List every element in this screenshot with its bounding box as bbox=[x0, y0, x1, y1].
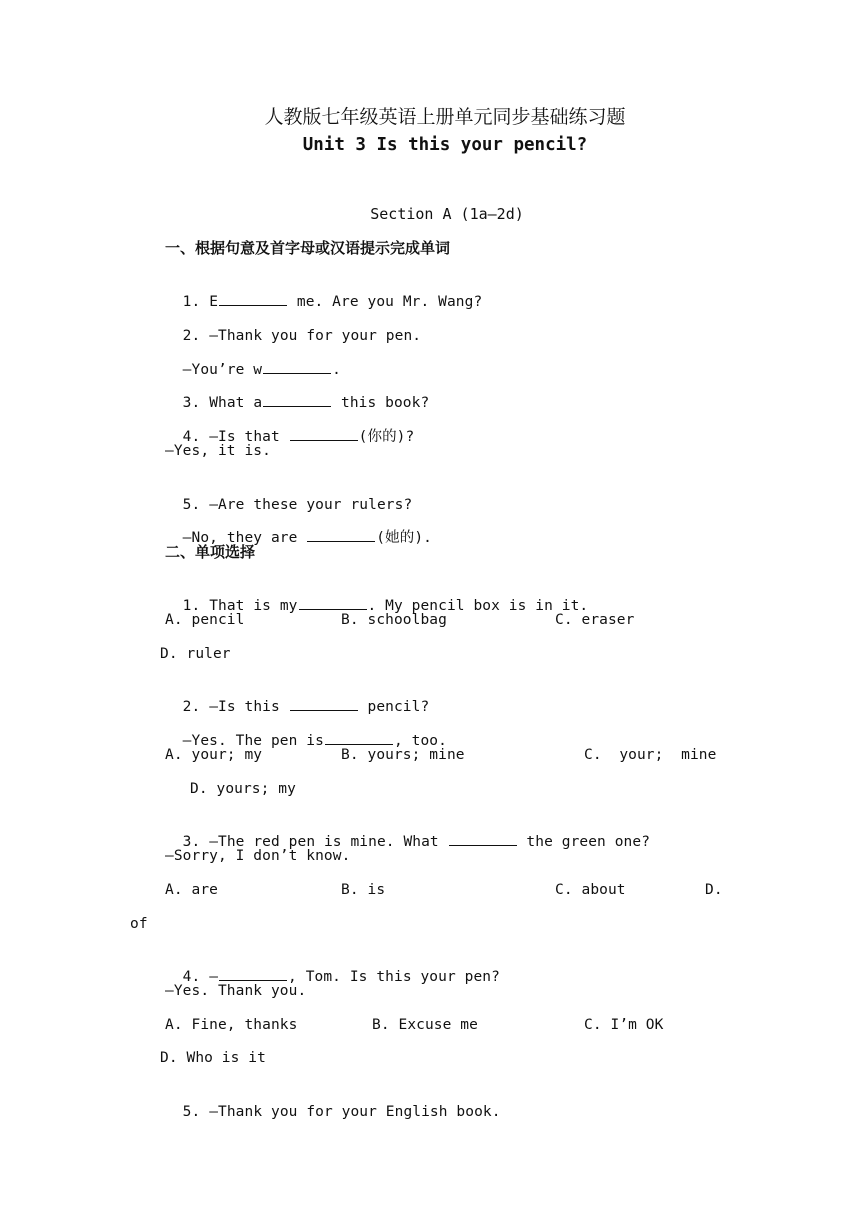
part2-q4: 4. — , Tom. Is this your pen? bbox=[182, 969, 500, 985]
question-number: 5. bbox=[182, 1104, 201, 1120]
answer-blank[interactable] bbox=[219, 967, 287, 981]
answer-blank[interactable] bbox=[449, 832, 517, 846]
answer-blank[interactable] bbox=[299, 596, 367, 610]
part1-q2-line2: —You’re w . bbox=[182, 362, 341, 378]
option-a[interactable]: A. your; my bbox=[165, 747, 263, 763]
option-b[interactable]: B. schoolbag bbox=[341, 612, 447, 628]
question-number: 5. bbox=[182, 497, 201, 513]
part2-q3: 3. —The red pen is mine. What the green one? bbox=[182, 834, 651, 850]
part1-q5-line2: —No, they are (她的). bbox=[182, 530, 432, 546]
option-c[interactable]: C. about bbox=[555, 882, 626, 898]
section-label: Section A (1a—2d) bbox=[370, 205, 524, 223]
question-number: 1. bbox=[182, 598, 201, 614]
answer-blank[interactable] bbox=[290, 697, 358, 711]
answer-blank[interactable] bbox=[290, 427, 358, 441]
option-d[interactable]: D. yours; my bbox=[190, 781, 296, 797]
part2-q2-line2: —Yes. The pen is , too. bbox=[182, 733, 447, 749]
document-title: 人教版七年级英语上册单元同步基础练习题 bbox=[264, 106, 626, 128]
option-a[interactable]: A. pencil bbox=[165, 612, 245, 628]
part1-q4: 4. —Is that (你的)? bbox=[182, 429, 415, 445]
option-a[interactable]: A. Fine, thanks bbox=[165, 1017, 298, 1033]
option-d[interactable]: D. bbox=[705, 882, 723, 898]
answer-blank[interactable] bbox=[263, 393, 331, 407]
part1-heading: 一、根据句意及首字母或汉语提示完成单词 bbox=[165, 239, 451, 257]
part2-q1: 1. That is my . My pencil box is in it. bbox=[182, 598, 589, 614]
answer-blank[interactable] bbox=[307, 528, 375, 542]
question-number: 4. bbox=[182, 969, 201, 985]
question-number: 3. bbox=[182, 834, 201, 850]
part1-q1: 1. E me. Are you Mr. Wang? bbox=[182, 294, 483, 310]
option-b[interactable]: B. is bbox=[341, 882, 386, 898]
part1-q5: 5. —Are these your rulers? bbox=[182, 497, 413, 513]
question-number: 3. bbox=[182, 395, 201, 411]
option-b[interactable]: B. Excuse me bbox=[372, 1017, 478, 1033]
part2-q3-line2: —Sorry, I don’t know. bbox=[165, 848, 351, 864]
answer-blank[interactable] bbox=[219, 292, 287, 306]
question-number: 2. bbox=[182, 699, 201, 715]
option-d-text: of bbox=[130, 916, 148, 932]
part2-q5: 5. —Thank you for your English book. bbox=[182, 1104, 501, 1120]
answer-blank[interactable] bbox=[325, 731, 393, 745]
part1-q4-answer: —Yes, it is. bbox=[165, 443, 271, 459]
part2-heading: 二、单项选择 bbox=[165, 543, 256, 561]
question-number: 1. bbox=[182, 294, 201, 310]
part1-q2: 2. —Thank you for your pen. bbox=[182, 328, 422, 344]
question-number: 4. bbox=[182, 429, 201, 445]
part2-q4-line2: —Yes. Thank you. bbox=[165, 983, 307, 999]
option-d[interactable]: D. Who is it bbox=[160, 1050, 266, 1066]
option-c[interactable]: C. eraser bbox=[555, 612, 635, 628]
unit-title: Unit 3 Is this your pencil? bbox=[302, 135, 588, 155]
question-number: 2. bbox=[182, 328, 201, 344]
part2-q2: 2. —Is this pencil? bbox=[182, 699, 430, 715]
option-a[interactable]: A. are bbox=[165, 882, 218, 898]
option-c[interactable]: C. I’m OK bbox=[584, 1017, 664, 1033]
option-c[interactable]: C. your; mine bbox=[584, 747, 717, 763]
option-b[interactable]: B. yours; mine bbox=[341, 747, 465, 763]
option-d[interactable]: D. ruler bbox=[160, 646, 231, 662]
part1-q3: 3. What a this book? bbox=[182, 395, 430, 411]
answer-blank[interactable] bbox=[263, 360, 331, 374]
